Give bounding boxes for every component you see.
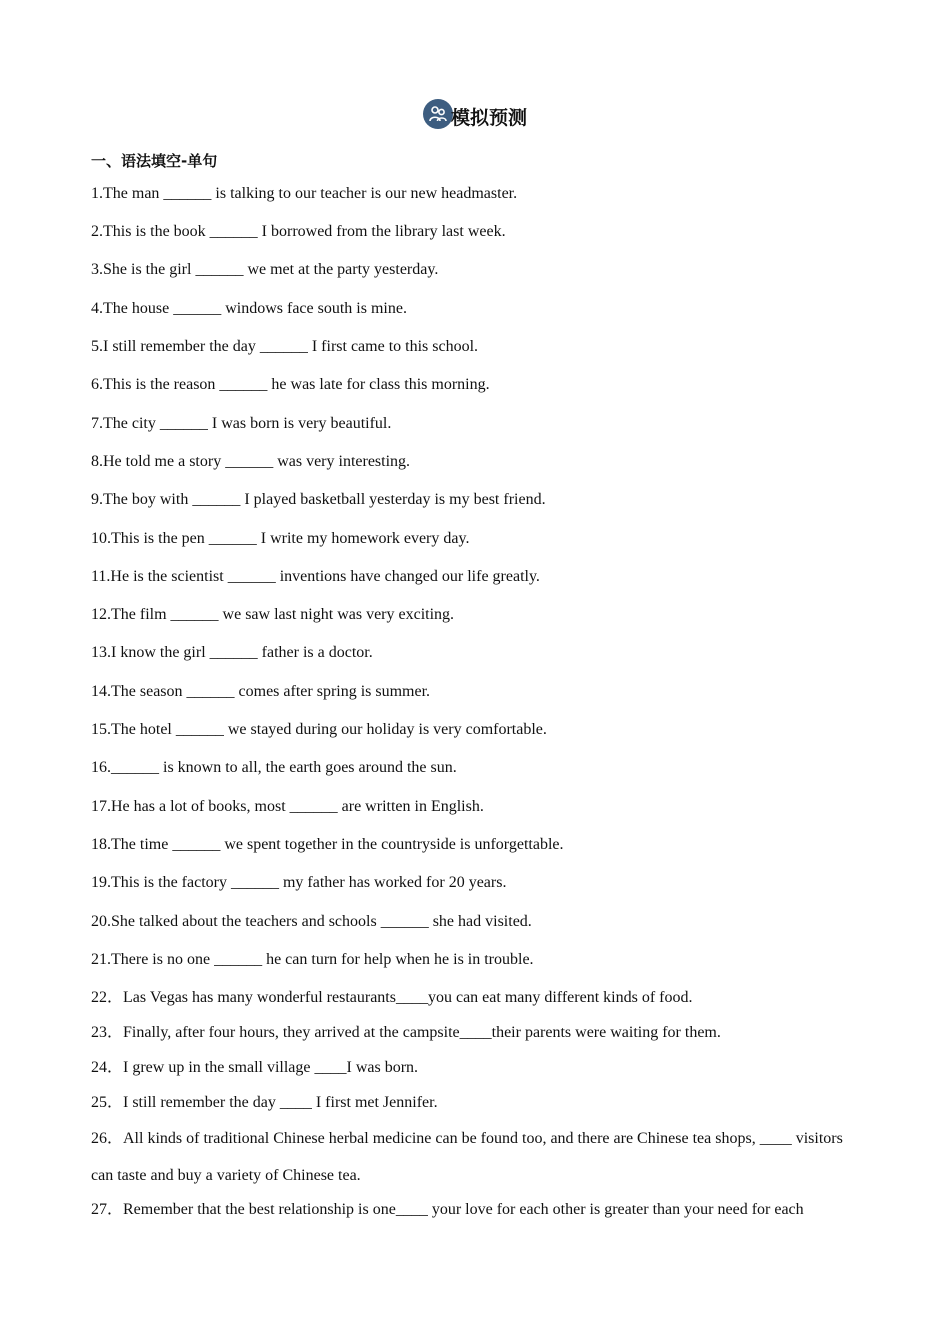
question-item: 14.The season ______ comes after spring is summer. <box>91 683 431 700</box>
question-item: 25．I still remember the day ____ I first met Jennifer. <box>91 1094 438 1111</box>
question-item: 6.This is the reason ______ he was late for class this morning. <box>91 376 490 393</box>
question-item: 11.He is the scientist ______ inventions have changed our life greatly. <box>91 568 540 585</box>
question-item: 16.______ is known to all, the earth goes around the sun. <box>91 759 457 776</box>
question-item: 20.She talked about the teachers and schools ______ she had visited. <box>91 913 532 930</box>
question-item: 21.There is no one ______ he can turn for help when he is in trouble. <box>91 951 534 968</box>
question-item: 15.The hotel ______ we stayed during our holiday is very comfortable. <box>91 721 547 738</box>
question-item: 1.The man ______ is talking to our teacher is our new headmaster. <box>91 185 518 202</box>
question-item: 12.The film ______ we saw last night was very exciting. <box>91 606 455 623</box>
page-title <box>0 97 950 130</box>
section-heading: 一、语法填空-单句 <box>91 152 218 170</box>
title-text: 模拟预测 <box>450 107 527 129</box>
question-item: 5.I still remember the day ______ I first came to this school. <box>91 338 479 355</box>
question-item: 23．Finally, after four hours, they arrived at the campsite____their parents were waiting for them. <box>91 1024 721 1041</box>
question-item: 7.The city ______ I was born is very beautiful. <box>91 415 392 432</box>
question-item: 22．Las Vegas has many wonderful restaurants____you can eat many different kinds of food. <box>91 989 693 1006</box>
question-item: 4.The house ______ windows face south is mine. <box>91 300 407 317</box>
question-item: 13.I know the girl ______ father is a doctor. <box>91 644 373 661</box>
question-item: 19.This is the factory ______ my father has worked for 20 years. <box>91 874 507 891</box>
question-item: 18.The time ______ we spent together in the countryside is unforgettable. <box>91 836 564 853</box>
question-item: 9.The boy with ______ I played basketball yesterday is my best friend. <box>91 491 546 508</box>
people-icon <box>423 99 453 129</box>
question-item: 24．I grew up in the small village ____I was born. <box>91 1059 419 1076</box>
question-item: 17.He has a lot of books, most ______ are written in English. <box>91 798 484 815</box>
question-item: 10.This is the pen ______ I write my homework every day. <box>91 530 470 547</box>
question-item: 8.He told me a story ______ was very interesting. <box>91 453 411 470</box>
question-item: 3.She is the girl ______ we met at the party yesterday. <box>91 261 439 278</box>
question-item: 2.This is the book ______ I borrowed from the library last week. <box>91 223 506 240</box>
question-item: 26．All kinds of traditional Chinese herbal medicine can be found too, and there are Chinese tea shops, ____ visitors can taste and buy a variety of Chinese tea. <box>91 1130 843 1184</box>
question-item: 27．Remember that the best relationship is one____ your love for each other is greater than your need for each <box>91 1201 804 1218</box>
